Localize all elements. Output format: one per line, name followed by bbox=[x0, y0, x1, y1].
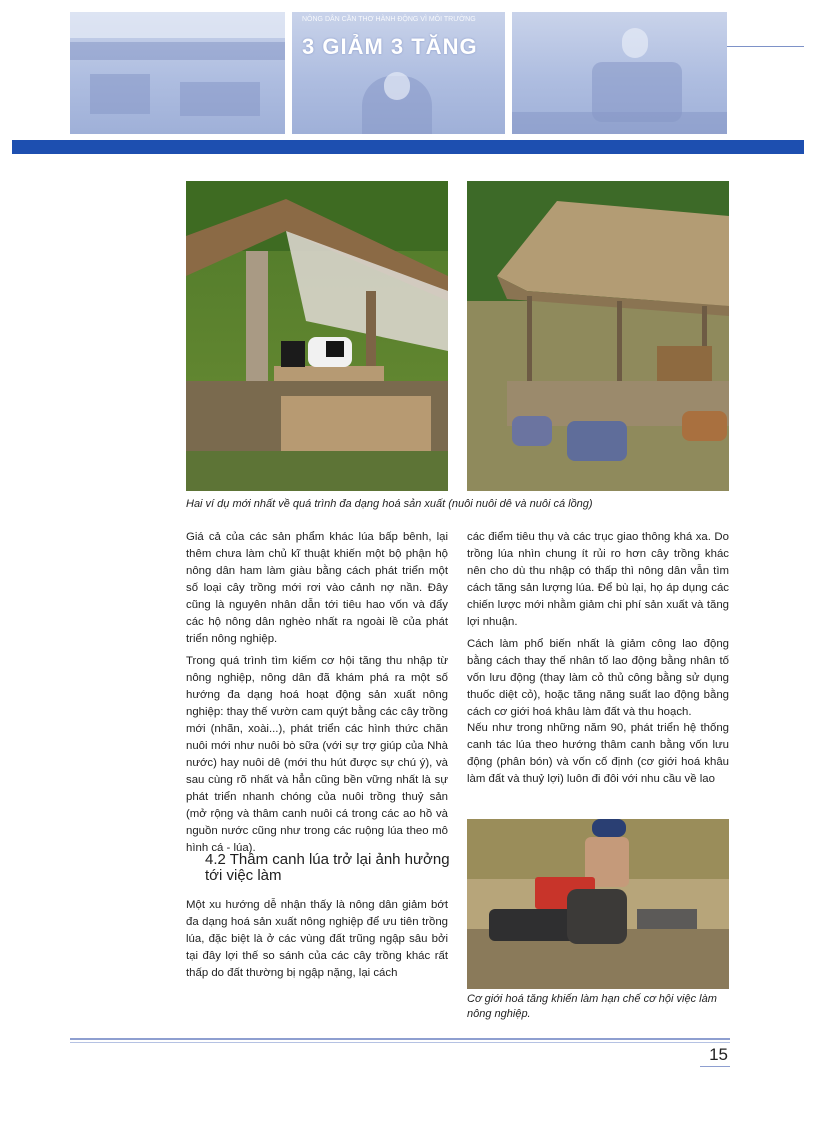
header-photo-1 bbox=[70, 12, 285, 134]
banner-title: 3 GIẢM 3 TĂNG bbox=[302, 34, 478, 59]
top-figure-caption: Hai ví dụ mới nhất về quá trình đa dạng hoá sản xuất (nuôi nuôi dê và nuôi cá lồng) bbox=[186, 498, 593, 510]
right-paragraph-1: các điểm tiêu thụ và các trục giao thông khá xa. Do trồng lúa nhìn chung ít rủi ro hơn cây trồng khác nên cho dù thu nhập có thấp thì nông dân vẫn tìm cách tăng sản lượng lúa. Để bù lại, họ áp dụng các chiến lược mới nhằm giảm chi phí sản xuất và tăng lợi nhuận. bbox=[467, 531, 729, 628]
right-paragraph-2: Cách làm phổ biến nhất là giảm công lao động bằng cách thay thế nhân tố lao động bằng nhân tố vốn lưu động (thay làm cỏ thủ công bằng sử dụng thuốc diệt cỏ), hoặc tăng năng suất lao động bằng cách cơ giới hoá khâu làm đất và thu hoạch. bbox=[467, 638, 729, 718]
goat-shed-photo bbox=[186, 181, 448, 491]
right-paragraph-3: Nếu như trong những năm 90, phát triển hệ thống canh tác lúa theo hướng thâm canh bằng vốn lưu động (phân bón) và vốn cố định (cơ giới hoá khâu làm đất và thuỷ lợi) luôn đi đôi với nhu cầu về lao bbox=[467, 722, 729, 785]
left-paragraph-3: Một xu hướng dễ nhận thấy là nông dân giảm bớt đa dạng hoá sản xuất nông nghiệp để ưu tiên trồng lúa, đặc biệt là ở các vùng đất trũng ngập sâu bởi tại đây lợi thế so sánh của các cây trồng khác rất thấp do đất thường bị ngập nặng, lại cách bbox=[186, 899, 448, 979]
tractor-photo-caption: Cơ giới hoá tăng khiến làm hạn chế cơ hội việc làm nông nghiệp. bbox=[467, 993, 717, 1020]
header-photo-3 bbox=[512, 12, 727, 134]
section-heading: 4.2 Thâm canh lúa trở lại ảnh hưởng tới việc làm bbox=[205, 851, 450, 884]
left-paragraph-2: Trong quá trình tìm kiếm cơ hội tăng thu nhập từ nông nghiệp, nông dân đã khám phá ra một số hướng đa dạng hoá hoạt động sản xuất nông nghiệp: thay thế vườn cam quýt bằng các cây trồng mới (nhãn, xoài...), phát triển các hình thức chăn nuôi mới như nuôi bò sữa (với sự trợ giúp của Nhà nước) hay nuôi dê (mới thu hút được sự chú ý), và sau cùng rõ nhất và hẳn cũng bền vững nhất là sự phát triển nhanh chóng của nuôi trồng thuỷ sản (mở rộng và thâm canh nuôi cá trong các ao hồ và nguồn nước cũng như trong các ruộng lúa theo mô hình cá - lúa). bbox=[186, 655, 448, 854]
footer-rule-2 bbox=[70, 1042, 730, 1043]
footer-rule-1 bbox=[70, 1038, 730, 1040]
fish-cage-photo bbox=[467, 181, 729, 491]
header-rule bbox=[727, 46, 804, 47]
header-blue-bar bbox=[12, 140, 804, 154]
tractor-photo bbox=[467, 819, 729, 989]
page-number: 15 bbox=[709, 1045, 728, 1064]
header-photo-2 bbox=[292, 12, 505, 134]
left-paragraph-1: Giá cả của các sản phẩm khác lúa bấp bênh, lại thêm chưa làm chủ kĩ thuật khiến một bộ phận hộ nông dân ham làm giàu bằng cách phát triển một số loại cây trồng mới rơi vào cảnh nợ nần. Đây cũng là nguyên nhân dẫn tới tiêu hao vốn và đẩy các hộ nông dân nghèo nhất ra ngoài lề của phát triển nông nghiệp. bbox=[186, 531, 448, 645]
banner-small-text: NÔNG DÂN CẦN THƠ HÀNH ĐỘNG VÌ MÔI TRƯỜNG bbox=[302, 16, 476, 23]
page-number-underline bbox=[700, 1066, 730, 1067]
